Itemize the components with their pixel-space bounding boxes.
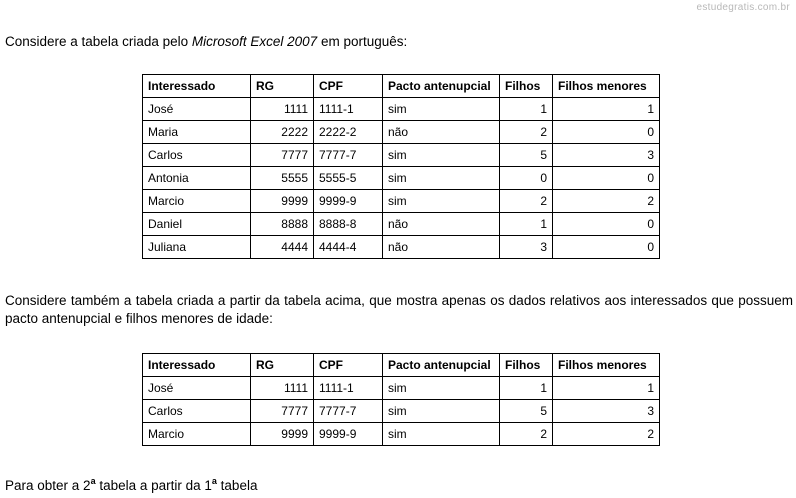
cell-pacto: sim	[383, 144, 500, 167]
table-row	[143, 167, 660, 190]
table-1	[142, 74, 660, 259]
cell-filhos: 1	[500, 98, 553, 121]
intro-text	[5, 33, 407, 51]
cell-cpf: 9999-9	[314, 423, 383, 446]
table-2	[142, 353, 660, 446]
site-watermark: estudegratis.com.br	[696, 2, 790, 13]
cell-rg: 7777	[251, 400, 314, 423]
cell-cpf: 5555-5	[314, 167, 383, 190]
header-filhos: Filhos	[500, 75, 553, 98]
cell-filhos: 0	[500, 167, 553, 190]
cell-filhos: 2	[500, 190, 553, 213]
header-interessado: Interessado	[143, 75, 251, 98]
cell-pacto: não	[383, 236, 500, 259]
cell-pacto: sim	[383, 377, 500, 400]
header-pacto: Pacto antenupcial	[383, 75, 500, 98]
cell-filhos-menores: 3	[553, 400, 660, 423]
intro-after: em português:	[317, 34, 408, 49]
cell-filhos: 3	[500, 236, 553, 259]
table-row	[143, 190, 660, 213]
cell-filhos: 5	[500, 144, 553, 167]
cell-filhos-menores: 0	[553, 213, 660, 236]
cell-filhos-menores: 1	[553, 98, 660, 121]
table-row	[143, 98, 660, 121]
cell-pacto: sim	[383, 400, 500, 423]
cell-interessado: Marcio	[143, 423, 251, 446]
cell-filhos-menores: 0	[553, 167, 660, 190]
ordinal-superscript-1: a	[90, 476, 96, 486]
question-part-1: Para obter a 2	[5, 478, 91, 493]
cell-cpf: 9999-9	[314, 190, 383, 213]
cell-pacto: não	[383, 213, 500, 236]
cell-pacto: sim	[383, 190, 500, 213]
question-part-2: tabela a partir da 1	[95, 478, 212, 493]
header-rg: RG	[251, 354, 314, 377]
cell-cpf: 8888-8	[314, 213, 383, 236]
header-filhos-menores: Filhos menores	[553, 354, 660, 377]
table-row	[143, 121, 660, 144]
cell-rg: 7777	[251, 144, 314, 167]
cell-cpf: 4444-4	[314, 236, 383, 259]
cell-pacto: sim	[383, 98, 500, 121]
cell-rg: 1111	[251, 98, 314, 121]
cell-filhos: 5	[500, 400, 553, 423]
cell-cpf: 7777-7	[314, 400, 383, 423]
header-filhos-menores: Filhos menores	[553, 75, 660, 98]
cell-cpf: 1111-1	[314, 377, 383, 400]
cell-filhos-menores: 0	[553, 236, 660, 259]
cell-rg: 1111	[251, 377, 314, 400]
table-header-row	[143, 354, 660, 377]
header-interessado: Interessado	[143, 354, 251, 377]
cell-filhos: 1	[500, 377, 553, 400]
header-filhos: Filhos	[500, 354, 553, 377]
table-row	[143, 236, 660, 259]
cell-pacto: sim	[383, 423, 500, 446]
table-2-body	[143, 377, 660, 446]
header-pacto: Pacto antenupcial	[383, 354, 500, 377]
cell-interessado: José	[143, 377, 251, 400]
intro-software-name: Microsoft Excel 2007	[191, 34, 318, 49]
header-cpf: CPF	[314, 75, 383, 98]
cell-filhos: 2	[500, 121, 553, 144]
cell-interessado: José	[143, 98, 251, 121]
cell-interessado: Carlos	[143, 400, 251, 423]
table-row	[143, 213, 660, 236]
table-row	[143, 377, 660, 400]
cell-filhos-menores: 2	[553, 423, 660, 446]
cell-rg: 2222	[251, 121, 314, 144]
cell-interessado: Maria	[143, 121, 251, 144]
cell-interessado: Daniel	[143, 213, 251, 236]
table-row	[143, 144, 660, 167]
question-text	[5, 477, 257, 495]
cell-cpf: 2222-2	[314, 121, 383, 144]
cell-cpf: 7777-7	[314, 144, 383, 167]
cell-interessado: Carlos	[143, 144, 251, 167]
cell-pacto: não	[383, 121, 500, 144]
intro-before: Considere a tabela criada pelo	[5, 34, 192, 49]
cell-interessado: Antonia	[143, 167, 251, 190]
cell-cpf: 1111-1	[314, 98, 383, 121]
table-row	[143, 423, 660, 446]
cell-filhos: 1	[500, 213, 553, 236]
cell-pacto: sim	[383, 167, 500, 190]
cell-rg: 4444	[251, 236, 314, 259]
cell-filhos: 2	[500, 423, 553, 446]
table-1-body	[143, 98, 660, 259]
cell-rg: 9999	[251, 423, 314, 446]
header-rg: RG	[251, 75, 314, 98]
cell-interessado: Juliana	[143, 236, 251, 259]
cell-filhos-menores: 0	[553, 121, 660, 144]
table-header-row	[143, 75, 660, 98]
ordinal-superscript-2: a	[211, 476, 217, 486]
question-part-3: tabela	[216, 478, 258, 493]
middle-text: Considere também a tabela criada a partir da tabela acima, que mostra apenas os dados relativos aos interessados que possuem pacto antenupcial e filhos menores de idade:	[5, 293, 793, 326]
cell-filhos-menores: 3	[553, 144, 660, 167]
cell-filhos-menores: 1	[553, 377, 660, 400]
header-cpf: CPF	[314, 354, 383, 377]
cell-rg: 5555	[251, 167, 314, 190]
cell-interessado: Marcio	[143, 190, 251, 213]
cell-filhos-menores: 2	[553, 190, 660, 213]
cell-rg: 8888	[251, 213, 314, 236]
table-row	[143, 400, 660, 423]
cell-rg: 9999	[251, 190, 314, 213]
